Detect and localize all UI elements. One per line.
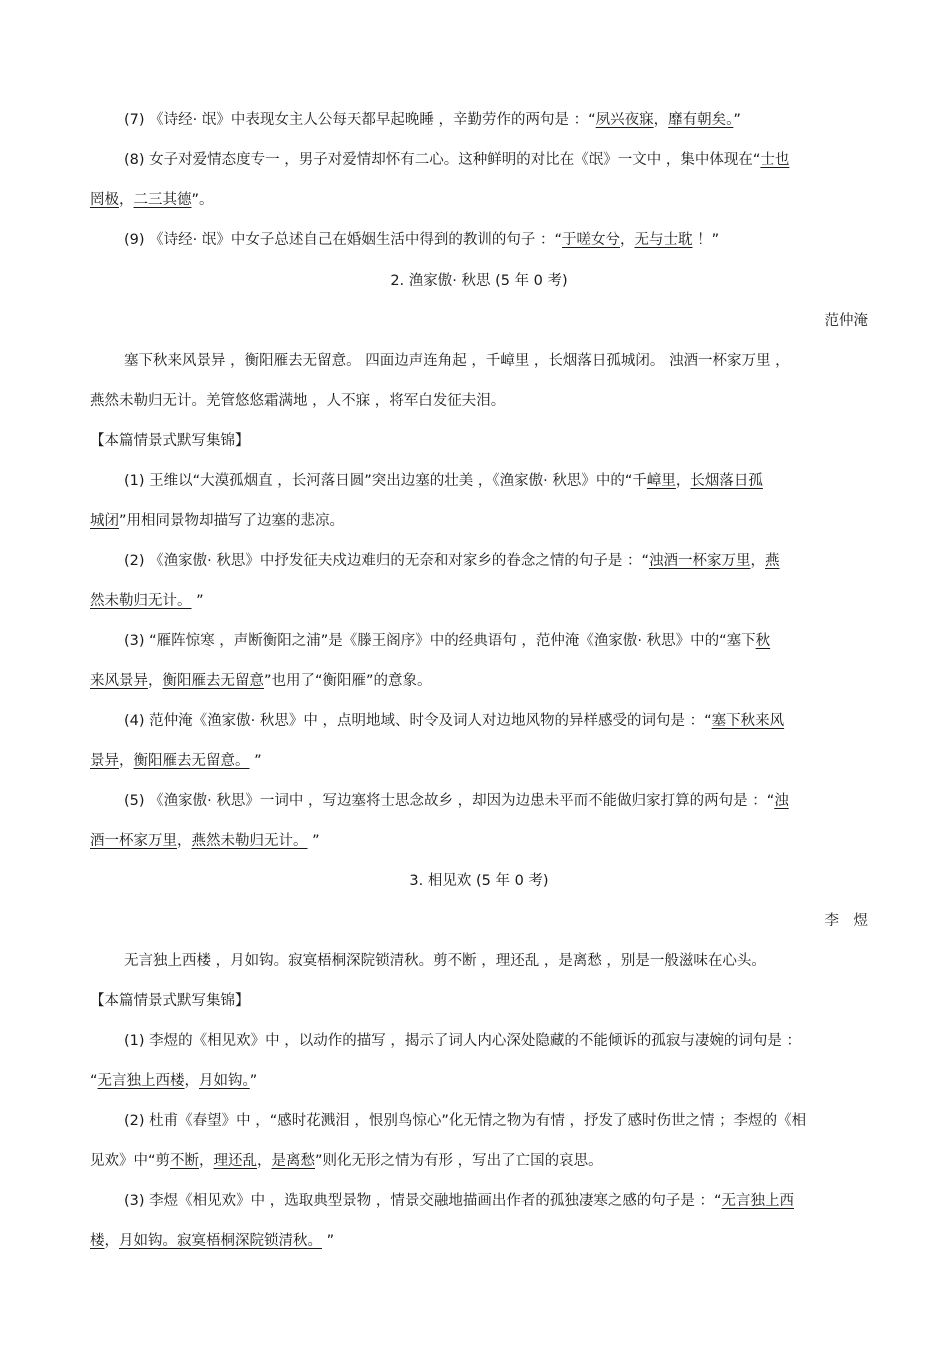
comma: ， [675, 473, 691, 489]
comma: ， [119, 192, 134, 208]
answer-text: 理还乱 [213, 1153, 258, 1169]
comma: ， [184, 1073, 200, 1089]
question-text: ”则化无形之情为有形 ，写出了亡国的哀思。 [315, 1153, 603, 1169]
closing-quote: ”。 [191, 192, 214, 208]
question-8-line-1 [124, 150, 868, 170]
closing-quote: ！” [692, 232, 720, 248]
answer-text: 士也 [760, 152, 790, 168]
answer-text: 衡阳雁去无留意。 [133, 753, 250, 769]
question-text: 《诗经· 氓》中女子总述自己在婚姻生活中得到的教训的句子 ：“ [149, 232, 562, 248]
question-2-line-1 [124, 1111, 868, 1131]
question-number: (3) [124, 633, 145, 649]
question-1-line-2 [90, 511, 868, 531]
answer-text: 夙兴夜寐 [595, 112, 654, 128]
answer-text: 罔极 [90, 192, 119, 208]
question-text: “雁阵惊寒 ，声断衡阳之浦”是《滕王阁序》中的经典语句 ，范仲淹《渔家傲· 秋思》中的“塞下 [149, 633, 756, 649]
question-3-line-1 [124, 631, 868, 651]
question-text: 《诗经· 氓》中表现女主人公每天都早起晚睡 ，辛勤劳作的两句是 ：“ [149, 112, 596, 128]
answer-text: 来风景异 [90, 673, 148, 689]
answer-text: 城闭 [90, 513, 119, 529]
comma: ， [257, 1153, 272, 1169]
section-title: 2. 渔家傲· 秋思 (5 年 0 考) [390, 273, 568, 289]
question-7 [124, 110, 868, 130]
answer-text: 是离愁 [271, 1153, 316, 1169]
answer-text: 二三其德 [133, 192, 192, 208]
question-5-line-2 [90, 831, 868, 851]
poem-line: 塞下秋来风景异 ，衡阳雁去无留意。 四面边声连角起 ，千嶂里 ，长烟落日孤城闭。 浊酒一杯家万里 ， [124, 353, 790, 369]
section-heading: 【本篇情景式默写集锦】 [90, 993, 250, 1009]
question-number: (2) [124, 1113, 145, 1129]
comma: ， [620, 232, 635, 248]
question-number: (1) [124, 1033, 145, 1049]
opening-quote: “ [90, 1073, 98, 1089]
answer-text: 长烟落日孤 [690, 473, 763, 489]
answer-text: 无言独上西 [721, 1193, 794, 1209]
comma: ， [653, 112, 669, 128]
closing-quote: ” [733, 112, 741, 128]
answer-text: 浊酒一杯家万里 [649, 553, 751, 569]
section-title: 3. 相见欢 (5 年 0 考) [409, 873, 549, 889]
answer-text: 不断 [170, 1153, 200, 1169]
answer-text: 燕 [765, 553, 780, 569]
question-number: (1) [124, 473, 145, 489]
question-9 [124, 230, 868, 250]
answer-text: 寂寞梧桐深院锁清秋。 [177, 1233, 322, 1249]
question-2-line-2 [90, 591, 868, 611]
answer-text: 衡阳雁去无留意 [162, 673, 264, 689]
answer-text: 酒一杯家万里 [90, 833, 177, 849]
question-3-line-2 [90, 671, 868, 691]
question-text: 杜甫《春望》中 ，“感时花溅泪 ，恨别鸟惊心”化无情之物为有情 ，抒发了感时伤世之情 ；李煜的《相 [149, 1113, 807, 1129]
answer-text: 嶂里 [646, 473, 676, 489]
comma: ， [177, 833, 192, 849]
question-1-line-2 [90, 1071, 868, 1091]
question-4-line-1 [124, 711, 868, 731]
answer-text: 浊 [774, 793, 789, 809]
question-number: (7) [124, 112, 145, 128]
question-text: 王维以“大漠孤烟直 ，长河落日圆”突出边塞的壮美 ，《渔家傲· 秋思》中的“千 [149, 473, 647, 489]
question-3-line-2 [90, 1231, 868, 1251]
comma: ， [148, 673, 163, 689]
question-1-line-1 [124, 1031, 868, 1051]
question-2-line-1 [124, 551, 868, 571]
question-3-line-1 [124, 1191, 868, 1211]
question-number: (5) [124, 793, 145, 809]
question-text: 《渔家傲· 秋思》一词中 ，写边塞将士思念故乡 ，却因为边患未平而不能做归家打算的两句是 ：“ [149, 793, 775, 809]
answer-text: 无与士耽 [634, 232, 693, 248]
question-text: 见欢》中“剪 [90, 1153, 171, 1169]
question-text: 李煜的《相见欢》中 ，以动作的描写 ，揭示了词人内心深处隐藏的不能倾诉的孤寂与凄婉的词句是 ： [149, 1033, 801, 1049]
answer-text: 燕然未勒归无计。 [191, 833, 308, 849]
question-text: 范仲淹《渔家傲· 秋思》中 ，点明地域、时令及词人对边地风物的异样感受的词句是 ：“ [149, 713, 712, 729]
closing-quote: ” [249, 753, 262, 769]
answer-text: 月如钩。 [119, 1233, 177, 1249]
answer-text: 月如钩。 [199, 1073, 250, 1089]
question-text: 李煜《相见欢》中 ，选取典型景物 ，情景交融地描画出作者的孤独凄寒之感的句子是 ：“ [149, 1193, 722, 1209]
answer-text: 靡有朝矣。 [668, 112, 734, 128]
question-text: ”也用了“衡阳雁”的意象。 [264, 673, 432, 689]
closing-quote: ” [249, 1073, 258, 1089]
answer-text: 然未勒归无计。 [90, 593, 192, 609]
question-4-line-2 [90, 751, 868, 771]
question-2-line-2 [90, 1151, 868, 1171]
comma: ， [104, 1233, 119, 1249]
question-text: 《渔家傲· 秋思》中抒发征夫戍边难归的无奈和对家乡的眷念之情的句子是 ：“ [149, 553, 649, 569]
question-5-line-1 [124, 791, 868, 811]
question-number: (3) [124, 1193, 145, 1209]
answer-text: 无言独上西楼 [97, 1073, 185, 1089]
answer-text: 塞下秋来风 [711, 713, 785, 729]
question-text: ”用相同景物却描写了边塞的悲凉。 [119, 513, 345, 529]
section-heading: 【本篇情景式默写集锦】 [90, 433, 250, 449]
question-1-line-1 [124, 471, 868, 491]
question-text: 女子对爱情态度专一 ，男子对爱情却怀有二心。这种鲜明的对比在《氓》一文中 ，集中体现在“ [149, 152, 761, 168]
closing-quote: ” [191, 593, 204, 609]
poem-line: 无言独上西楼 ，月如钩。寂寞梧桐深院锁清秋。剪不断 ，理还乱 ，是离愁 ，别是一般滋味在心头。 [124, 953, 766, 969]
question-number: (9) [124, 232, 145, 248]
poem-line: 燕然未勒归无计。羌管悠悠霜满地 ，人不寐 ，将军白发征夫泪。 [90, 393, 506, 409]
poem-author: 范仲淹 [824, 313, 868, 329]
comma: ， [199, 1153, 214, 1169]
question-number: (4) [124, 713, 145, 729]
question-number: (8) [124, 152, 145, 168]
closing-quote: ” [307, 833, 320, 849]
question-number: (2) [124, 553, 145, 569]
closing-quote: ” [322, 1233, 335, 1249]
answer-text: 景异 [90, 753, 119, 769]
comma: ， [119, 753, 134, 769]
question-8-line-2 [90, 190, 868, 210]
answer-text: 于嗟女兮 [562, 232, 620, 248]
answer-text: 秋 [755, 633, 771, 649]
poem-author: 李 煜 [824, 913, 868, 929]
comma: ， [750, 553, 765, 569]
answer-text: 楼 [90, 1233, 105, 1249]
